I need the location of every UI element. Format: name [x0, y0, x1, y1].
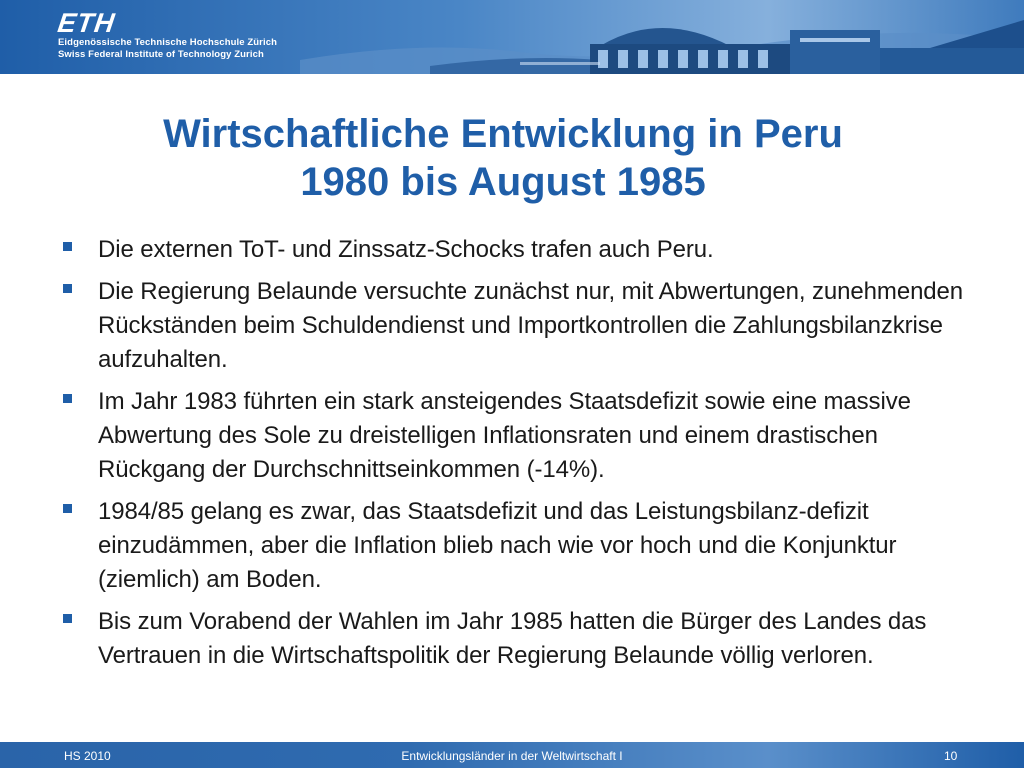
- bullet-item: [62, 233, 982, 267]
- header-banner: [0, 0, 1024, 74]
- bullet-text: 1984/85 gelang es zwar, das Staatsdefizit und das Leistungsbilanz-defizit einzudämmen, aber die Inflation blieb nach wie vor hoch und die Konjunktur (ziemlich) am Boden.: [98, 498, 897, 593]
- eth-logo-german: Eidgenössische Technische Hochschule Zürich: [58, 37, 277, 48]
- bullet-list: [62, 233, 982, 681]
- footer-page-number: 10: [944, 749, 958, 763]
- slide-title: [0, 110, 1006, 206]
- eth-logo: [55, 8, 277, 61]
- slide-title-line-2: 1980 bis August 1985: [300, 160, 706, 204]
- bullet-item: [62, 385, 982, 487]
- slide-title-line-1: Wirtschaftliche Entwicklung in Peru: [163, 112, 843, 156]
- bullet-item: [62, 605, 982, 673]
- footer-bar: [0, 742, 1024, 768]
- square-bullet-icon: [63, 242, 72, 251]
- eth-logo-mark: ETH: [55, 8, 118, 38]
- footer-course-title: Entwicklungsländer in der Weltwirtschaft I: [401, 749, 623, 763]
- bullet-item: [62, 275, 982, 377]
- square-bullet-icon: [63, 614, 72, 623]
- bullet-text: Die Regierung Belaunde versuchte zunächst nur, mit Abwertungen, zunehmenden Rückständen beim Schuldendienst und Importkontrollen die Zahlungsbilanzkrise aufzuhalten.: [98, 278, 964, 373]
- bullet-text: Die externen ToT- und Zinssatz-Schocks trafen auch Peru.: [98, 236, 714, 263]
- square-bullet-icon: [63, 394, 72, 403]
- eth-logo-english: Swiss Federal Institute of Technology Zurich: [58, 49, 264, 60]
- bullet-item: [62, 495, 982, 597]
- footer-semester: HS 2010: [64, 749, 111, 763]
- square-bullet-icon: [63, 284, 72, 293]
- bullet-text: Bis zum Vorabend der Wahlen im Jahr 1985 hatten die Bürger des Landes das Vertrauen in die Wirtschaftspolitik der Regierung Belaunde völlig verloren.: [98, 608, 927, 669]
- square-bullet-icon: [63, 504, 72, 513]
- bullet-text: Im Jahr 1983 führten ein stark ansteigendes Staatsdefizit sowie eine massive Abwertung des Sole zu dreistelligen Inflationsraten und einem drastischen Rückgang der Durchschnittseinkommen (-14%).: [98, 388, 911, 483]
